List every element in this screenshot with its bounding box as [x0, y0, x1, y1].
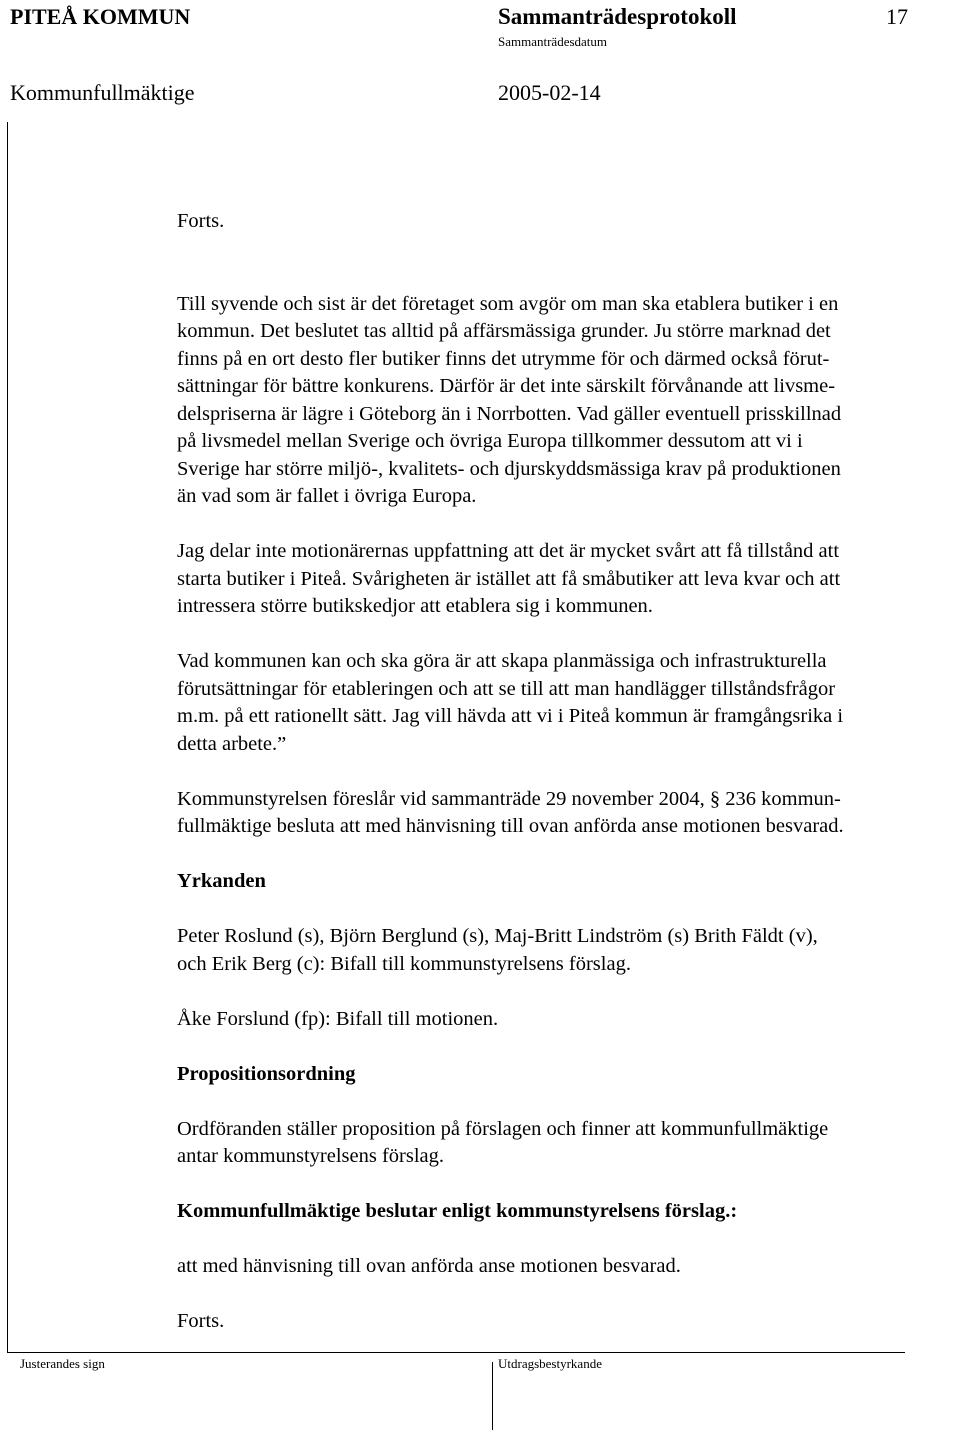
text-line: intressera större butikskedjor att etablera sig i kommunen.	[177, 595, 653, 617]
paragraph-2	[177, 538, 960, 621]
document-type: Sammanträdesprotokoll	[498, 4, 737, 29]
justerandes-sign-label: Justerandes sign	[20, 1356, 105, 1371]
meeting-date: 2005-02-14	[498, 80, 601, 105]
paragraph-8: att med hänvisning till ovan anförda anse motionen besvarad.	[177, 1255, 681, 1277]
text-line: och Erik Berg (c): Bifall till kommunstyrelsens förslag.	[177, 952, 631, 975]
text-line: på livsmedel mellan Sverige och övriga Europa tillkommer dessutom att vi i	[177, 430, 803, 452]
heading-yrkanden: Yrkanden	[177, 870, 266, 892]
text-line: sättningar för bättre konkurens. Därför är det inte särskilt förvånande att livsme-	[177, 375, 836, 397]
text-line: Sverige har större miljö-, kvalitets- och djurskyddsmässiga krav på produktionen	[177, 457, 841, 480]
page-number: 17	[886, 4, 908, 29]
organization-name: PITEÅ KOMMUN	[10, 4, 191, 29]
footer-divider	[7, 1352, 905, 1353]
text-line: kommun. Det beslutet tas alltid på affärsmässiga grunder. Ju större marknad det	[177, 320, 831, 342]
forts-bottom: Forts.	[177, 1310, 225, 1332]
paragraph-3	[177, 648, 960, 758]
text-line: delspriserna är lägre i Göteborg än i Norrbotten. Vad gäller eventuell prisskillnad	[177, 402, 842, 425]
utdragsbestyrkande-label: Utdragsbestyrkande	[498, 1356, 602, 1371]
text-line: detta arbete.”	[177, 732, 287, 755]
text-line: antar kommunstyrelsens förslag.	[177, 1145, 445, 1167]
paragraph-7	[177, 1116, 960, 1171]
text-line: starta butiker i Piteå. Svårigheten är istället att få småbutiker att leva kvar och att	[177, 567, 841, 590]
text-line: Vad kommunen kan och ska göra är att skapa planmässiga och infrastrukturella	[177, 650, 827, 672]
text-line: Peter Roslund (s), Björn Berglund (s), Maj-Britt Lindström (s) Brith Fäldt (v),	[177, 925, 818, 947]
paragraph-1	[177, 291, 960, 511]
text-line: m.m. på ett rationellt sätt. Jag vill hävda att vi i Piteå kommun är framgångsrika i	[177, 705, 844, 727]
text-line: Ordföranden ställer proposition på förslagen och finner att kommunfullmäktige	[177, 1117, 829, 1140]
text-line: förutsättningar för etableringen och att se till att man handlägger tillståndsfrågor	[177, 677, 836, 700]
paragraph-4	[177, 786, 960, 841]
text-line: än vad som är fallet i övriga Europa.	[177, 485, 477, 507]
text-line: finns på en ort desto fler butiker finns det utrymme för och därmed också förut-	[177, 347, 830, 370]
heading-decision: Kommunfullmäktige beslutar enligt kommunstyrelsens förslag.:	[177, 1200, 738, 1222]
body-name: Kommunfullmäktige	[10, 80, 195, 105]
forts-top: Forts.	[177, 210, 225, 232]
text-line: Kommunstyrelsen föreslår vid sammanträde 29 november 2004, § 236 kommun-	[177, 787, 841, 810]
paragraph-5	[177, 923, 960, 978]
text-line: Till syvende och sist är det företaget som avgör om man ska etablera butiker i en	[177, 292, 839, 315]
date-label: Sammanträdesdatum	[498, 34, 608, 49]
paragraph-6: Åke Forslund (fp): Bifall till motionen.	[177, 1007, 499, 1030]
text-line: fullmäktige besluta att med hänvisning till ovan anförda anse motionen besvarad.	[177, 815, 844, 837]
text-line: Jag delar inte motionärernas uppfattning att det är mycket svårt att få tillstånd att	[177, 540, 840, 562]
heading-propositionsordning: Propositionsordning	[177, 1062, 356, 1085]
document-body	[177, 208, 960, 1336]
left-margin-line	[7, 122, 8, 1352]
footer-column-divider	[492, 1362, 493, 1430]
